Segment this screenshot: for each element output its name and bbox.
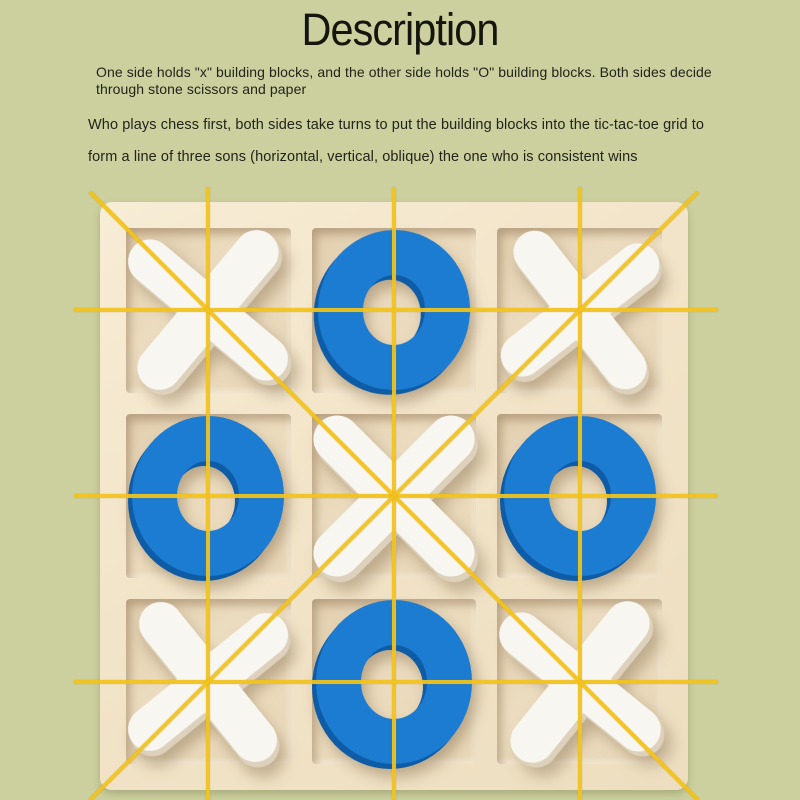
board-cell-r3-c2 <box>312 599 477 764</box>
board-grid <box>126 228 662 764</box>
board-cell-r1-c2 <box>312 228 477 393</box>
description-line-2: through stone scissors and paper <box>96 81 307 97</box>
board-cell-r3-c3 <box>497 599 662 764</box>
board-cell-r3-c1 <box>126 599 291 764</box>
description-line-1: One side holds "x" building blocks, and the other side holds "O" building blocks. Both sides decide <box>96 64 712 80</box>
board-cell-r1-c3 <box>497 228 662 393</box>
piece-x <box>115 588 302 775</box>
description-line-4: form a line of three sons (horizontal, vertical, oblique) the one who is consistent wins <box>88 149 638 165</box>
board-cell-r2-c3 <box>497 414 662 579</box>
piece-o <box>504 416 656 576</box>
piece-x <box>115 217 302 404</box>
page-title: Description <box>301 4 499 55</box>
description-line-3: Who plays chess first, both sides take turns to put the building blocks into the tic-tac-toe grid to <box>88 117 705 133</box>
piece-o <box>316 600 472 764</box>
piece-o <box>314 226 474 394</box>
tictactoe-board <box>100 202 688 790</box>
piece-x <box>485 587 674 776</box>
piece-x <box>486 217 672 403</box>
board-cell-r2-c2 <box>312 414 477 579</box>
board-cell-r1-c1 <box>126 228 291 393</box>
board-cell-r2-c1 <box>126 414 291 579</box>
piece-o <box>132 416 284 576</box>
piece-x <box>302 404 486 588</box>
